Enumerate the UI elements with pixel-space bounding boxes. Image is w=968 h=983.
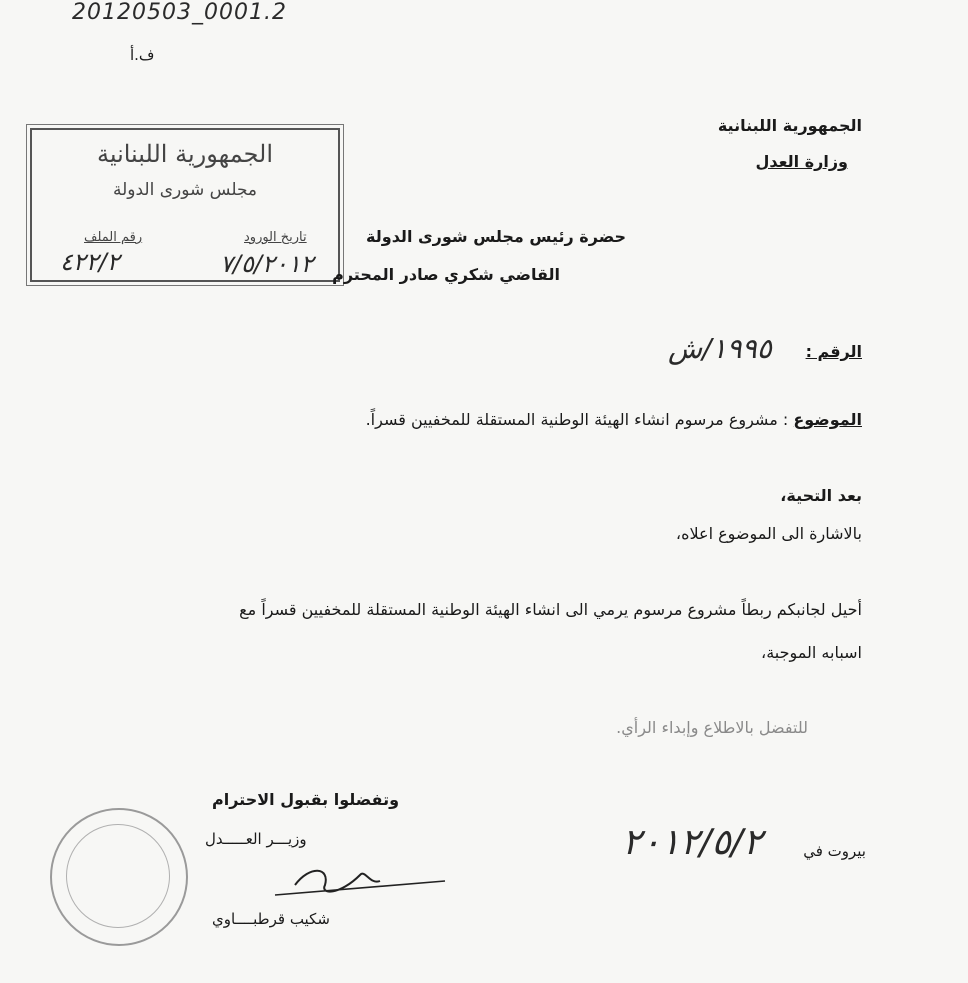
minister-title: وزيـــر العـــــدل — [205, 830, 307, 848]
ministry-header: وزارة العدل — [755, 152, 848, 171]
request-line: للتفضل بالاطلاع وإبداء الرأي. — [616, 718, 808, 737]
stamp-date-value: ٧/٥/٢٠١٢ — [220, 250, 314, 278]
stamp-subtitle: مجلس شورى الدولة — [112, 180, 258, 200]
reference-number: ١٩٩٥/ش — [668, 332, 772, 365]
intro-line: بالاشارة الى الموضوع اعلاه، — [675, 524, 862, 543]
stamp-file-label: رقم الملف — [84, 230, 143, 245]
minister-name: شكيب قرطبــــاوي — [212, 910, 330, 928]
subject-line — [366, 410, 862, 429]
recipient-line-1: حضرة رئيس مجلس شورى الدولة — [366, 227, 626, 246]
greeting: بعد التحية، — [780, 486, 862, 505]
reference-label: الرقم : — [805, 342, 862, 361]
stamp-date-label: تاريخ الورود — [244, 230, 307, 245]
paragraph-line-2: اسبابه الموجبة، — [761, 643, 862, 662]
signature-mark — [270, 855, 450, 903]
official-seal-icon — [50, 808, 188, 946]
republic-header: الجمهورية اللبنانية — [717, 116, 862, 135]
paragraph-line-1: أحيل لجانبكم ربطاً مشروع مرسوم يرمي الى انشاء الهيئة الوطنية المستقلة للمخفيين قسراً مع — [239, 600, 862, 619]
file-marker: ف.أ — [130, 46, 155, 64]
stamp-file-value: ٤٢٢/٢ — [60, 248, 120, 276]
handwritten-date: ٢٠١٢/٥/٢ — [622, 822, 763, 863]
subject-label: الموضوع — [793, 410, 862, 429]
recipient-line-2: القاضي شكري صادر المحترم — [332, 265, 560, 284]
seal-inner-ring — [66, 824, 170, 928]
handwritten-document-code: 20120503_0001.2 — [72, 0, 287, 25]
place-label: بيروت في — [803, 842, 866, 860]
closing-respect: وتفضلوا بقبول الاحترام — [212, 790, 400, 809]
subject-text: : مشروع مرسوم انشاء الهيئة الوطنية المستقلة للمخفيين قسراً. — [365, 410, 789, 429]
stamp-title: الجمهورية اللبنانية — [96, 140, 274, 168]
